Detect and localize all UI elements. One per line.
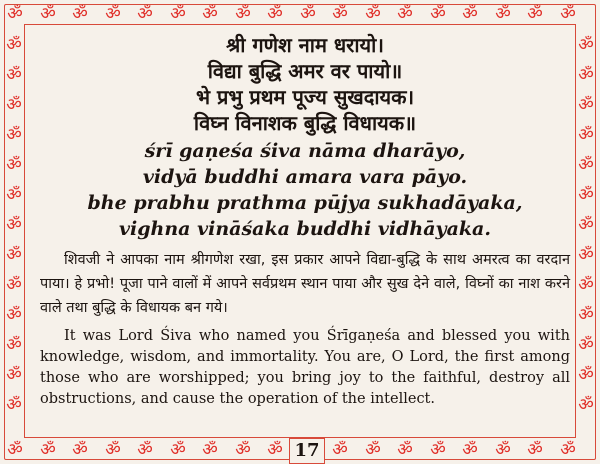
om-icon: ॐ (267, 4, 283, 24)
om-icon: ॐ (300, 4, 316, 24)
om-icon: ॐ (40, 4, 56, 24)
om-icon: ॐ (235, 440, 251, 460)
hindi-verse-line: भे प्रभु प्रथम पूज्य सुखदायक। (195, 85, 415, 109)
om-icon: ॐ (397, 440, 413, 460)
om-icon: ॐ (6, 305, 22, 325)
om-icon: ॐ (6, 275, 22, 295)
om-icon: ॐ (202, 4, 218, 24)
om-icon: ॐ (527, 440, 543, 460)
om-icon: ॐ (332, 440, 348, 460)
om-icon: ॐ (578, 335, 594, 355)
hindi-verse-line: विद्या बुद्धि अमर वर पायो॥ (207, 59, 403, 83)
om-icon: ॐ (137, 440, 153, 460)
om-icon: ॐ (578, 395, 594, 415)
om-icon: ॐ (72, 440, 88, 460)
transliteration-verse (40, 138, 570, 242)
om-icon: ॐ (495, 440, 511, 460)
om-icon: ॐ (430, 4, 446, 24)
om-icon: ॐ (6, 335, 22, 355)
om-icon: ॐ (462, 4, 478, 24)
om-icon: ॐ (235, 4, 251, 24)
om-icon: ॐ (40, 440, 56, 460)
om-icon: ॐ (578, 65, 594, 85)
hindi-verse (40, 32, 570, 136)
transliteration-line: bhe prabhu prathma pūjya sukhadāyaka, (87, 192, 523, 214)
om-icon: ॐ (495, 4, 511, 24)
om-icon: ॐ (578, 305, 594, 325)
om-icon: ॐ (7, 440, 23, 460)
om-icon: ॐ (578, 365, 594, 385)
om-icon: ॐ (365, 440, 381, 460)
om-icon: ॐ (7, 4, 23, 24)
hindi-verse-line: विघ्न विनाशक बुद्धि विधायक॥ (193, 111, 417, 135)
om-icon: ॐ (170, 440, 186, 460)
text-block (40, 32, 570, 410)
page-number: 17 (289, 438, 325, 464)
om-icon: ॐ (332, 4, 348, 24)
transliteration-line: śrī gaṇeśa śiva nāma dharāyo, (144, 140, 466, 162)
om-icon: ॐ (6, 95, 22, 115)
om-icon: ॐ (202, 440, 218, 460)
om-icon: ॐ (578, 185, 594, 205)
om-icon: ॐ (6, 365, 22, 385)
om-icon: ॐ (578, 275, 594, 295)
om-icon: ॐ (527, 4, 543, 24)
om-icon: ॐ (6, 125, 22, 145)
om-icon: ॐ (137, 4, 153, 24)
om-icon: ॐ (6, 395, 22, 415)
om-icon: ॐ (560, 440, 576, 460)
om-icon: ॐ (365, 4, 381, 24)
hindi-verse-line: श्री गणेश नाम धरायो। (226, 33, 384, 57)
transliteration-line: vidyā buddhi amara vara pāyo. (142, 166, 468, 188)
hindi-paragraph: शिवजी ने आपका नाम श्रीगणेश रखा, इस प्रकार आपने विद्या-बुद्धि के साथ अमरत्व का वरदान पाया। हे प्रभो! पूजा पाने वालों में आपने सर्वप्रथम स्थान पाया और सुख देने वाले, विघ्नों का नाश करने वाले तथा बुद्धि के विधायक बन गये। (40, 252, 570, 316)
om-icon: ॐ (170, 4, 186, 24)
om-icon: ॐ (105, 4, 121, 24)
english-paragraph: It was Lord Śiva who named you Śrīgaṇeśa and blessed you with knowledge, wisdom, and immortality. You are, O Lord, the first among those who are worshipped; you bring joy to the faithful, destroy all obstructions, and cause the operation of the intellect. (40, 328, 570, 407)
om-icon: ॐ (6, 155, 22, 175)
om-icon: ॐ (430, 440, 446, 460)
om-icon: ॐ (462, 440, 478, 460)
om-icon: ॐ (578, 35, 594, 55)
om-icon: ॐ (578, 215, 594, 235)
om-icon: ॐ (6, 35, 22, 55)
om-icon: ॐ (105, 440, 121, 460)
om-icon: ॐ (267, 440, 283, 460)
om-icon: ॐ (6, 185, 22, 205)
om-icon: ॐ (578, 125, 594, 145)
om-icon: ॐ (397, 4, 413, 24)
om-icon: ॐ (6, 65, 22, 85)
om-icon: ॐ (560, 4, 576, 24)
om-icon: ॐ (6, 215, 22, 235)
om-icon: ॐ (578, 95, 594, 115)
om-icon: ॐ (6, 245, 22, 265)
om-icon: ॐ (72, 4, 88, 24)
transliteration-line: vighna vināśaka buddhi vidhāyaka. (118, 218, 491, 240)
om-icon: ॐ (578, 245, 594, 265)
om-icon: ॐ (578, 155, 594, 175)
